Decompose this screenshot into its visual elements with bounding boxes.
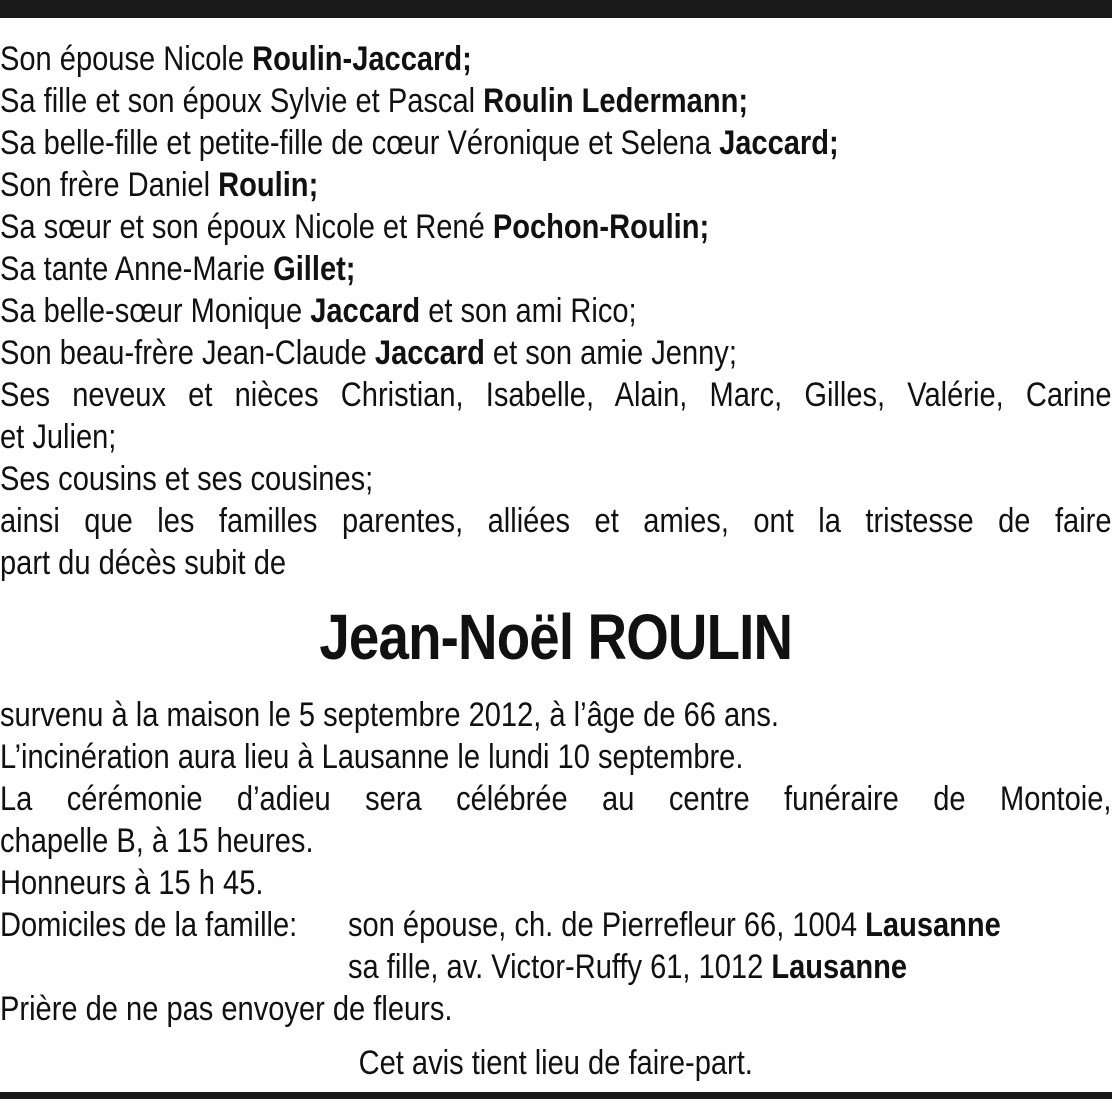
surname: Lausanne: [771, 948, 908, 986]
family-line: [0, 206, 1112, 248]
text-segment: et son ami Rico;: [420, 292, 637, 330]
text-segment: Ses cousins et ses cousines;: [0, 460, 374, 498]
text-segment: Son frère Daniel: [0, 166, 219, 204]
detail-line: [0, 778, 1112, 820]
funeral-details: [0, 694, 1112, 904]
closing-note: Prière de ne pas envoyer de fleurs.: [0, 990, 453, 1028]
text-segment: Son beau-frère Jean-Claude: [0, 334, 375, 372]
text-segment: Sa belle-sœur Monique: [0, 292, 311, 330]
family-line: [0, 290, 1112, 332]
text-segment: Sa tante Anne-Marie: [0, 250, 274, 288]
family-list: [0, 38, 1112, 584]
text-segment: et Julien;: [0, 418, 117, 456]
footer-note: Cet avis tient lieu de faire-part.: [358, 1044, 753, 1082]
surname: Jaccard: [374, 334, 485, 372]
text-segment: part du décès subit de: [0, 544, 287, 582]
detail-line: [0, 820, 1112, 862]
text-segment: La cérémonie d’adieu sera célébrée au centre funéraire de Montoie,: [0, 780, 1112, 818]
family-line: [0, 500, 1112, 542]
surname: Jaccard: [310, 292, 421, 330]
family-domiciles: [0, 904, 1112, 988]
text-segment: Son épouse Nicole: [0, 40, 253, 78]
text-segment: ainsi que les familles parentes, alliées et amies, ont la tristesse de faire: [0, 502, 1112, 540]
family-line: [0, 80, 1112, 122]
bottom-rule: [0, 1092, 1112, 1099]
text-segment: Sa fille et son époux Sylvie et Pascal: [0, 82, 484, 120]
text-segment: Ses neveux et nièces Christian, Isabelle, Alain, Marc, Gilles, Valérie, Carine: [0, 376, 1112, 414]
family-line: [0, 542, 1112, 584]
family-line: [0, 374, 1112, 416]
surname: Roulin;: [218, 166, 319, 204]
domicile-entry: [348, 946, 1001, 988]
domicile-entry: [348, 904, 1001, 946]
surname: Roulin-Jaccard;: [252, 40, 472, 78]
surname: Roulin Ledermann;: [483, 82, 749, 120]
detail-line: [0, 736, 1112, 778]
deceased-name: Jean-Noël ROULIN: [319, 601, 793, 673]
family-line: [0, 248, 1112, 290]
detail-line: [0, 862, 1112, 904]
text-segment: chapelle B, à 15 heures.: [0, 822, 314, 860]
detail-line: [0, 694, 1112, 736]
family-line: [0, 38, 1112, 80]
text-segment: Honneurs à 15 h 45.: [0, 864, 264, 902]
obituary-notice: [0, 38, 1112, 1084]
family-line: [0, 164, 1112, 206]
text-segment: survenu à la maison le 5 septembre 2012, à l’âge de 66 ans.: [0, 696, 779, 734]
domiciles-label: Domiciles de la famille:: [0, 906, 298, 944]
family-line: [0, 122, 1112, 164]
text-segment: sa fille, av. Victor-Ruffy 61, 1012: [347, 948, 772, 986]
text-segment: son épouse, ch. de Pierrefleur 66, 1004: [347, 906, 866, 944]
surname: Jaccard;: [719, 124, 839, 162]
family-line: [0, 458, 1112, 500]
family-line: [0, 416, 1112, 458]
text-segment: Sa belle-fille et petite-fille de cœur Véronique et Selena: [0, 124, 720, 162]
family-line: [0, 332, 1112, 374]
text-segment: et son amie Jenny;: [484, 334, 737, 372]
text-segment: L’incinération aura lieu à Lausanne le lundi 10 septembre.: [0, 738, 744, 776]
top-rule: [0, 0, 1112, 18]
surname: Lausanne: [865, 906, 1001, 944]
domiciles-entries: [348, 904, 1001, 988]
surname: Pochon-Roulin;: [492, 208, 710, 246]
surname: Gillet;: [273, 250, 356, 288]
text-segment: Sa sœur et son époux Nicole et René: [0, 208, 493, 246]
